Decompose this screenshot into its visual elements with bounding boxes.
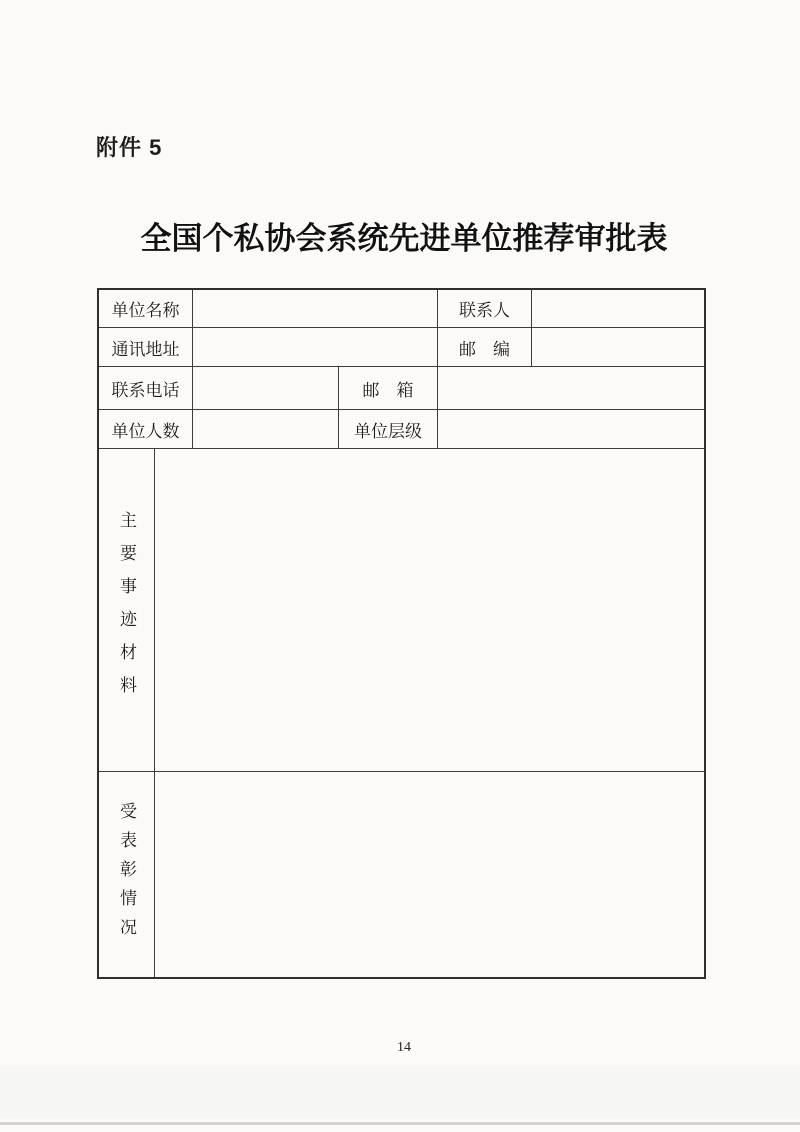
email-value-cell	[438, 367, 704, 409]
unit-level-value-cell	[438, 410, 704, 448]
unit-name-label: 单位名称	[99, 290, 193, 327]
headcount-label: 单位人数	[99, 410, 193, 448]
main-deeds-content-cell	[155, 449, 704, 771]
page-number: 14	[397, 1040, 411, 1055]
mailing-address-label: 通讯地址	[99, 328, 193, 366]
unit-name-value-cell	[193, 290, 438, 327]
mailing-address-value-cell	[193, 328, 438, 366]
table-row-unit-name	[99, 290, 704, 328]
attachment-label: 附件 5	[96, 135, 163, 160]
phone-label: 联系电话	[99, 367, 193, 409]
postal-code-value-cell	[532, 328, 704, 366]
email-label: 邮 箱	[339, 367, 438, 409]
contact-person-label: 联系人	[438, 290, 532, 327]
unit-level-label: 单位层级	[339, 410, 438, 448]
table-row-phone	[99, 367, 704, 410]
approval-table	[97, 288, 706, 979]
postal-code-label: 邮 编	[438, 328, 532, 366]
commendation-label: 受表彰情况	[117, 802, 136, 947]
commendation-label-cell	[99, 772, 155, 977]
commendation-content-cell	[155, 772, 704, 977]
table-row-mailing-address	[99, 328, 704, 367]
main-deeds-label-cell	[99, 449, 155, 771]
table-row-commendation	[99, 772, 704, 977]
table-row-main-deeds	[99, 449, 704, 772]
table-row-headcount	[99, 410, 704, 449]
phone-value-cell	[193, 367, 339, 409]
scan-artifact-band	[0, 1066, 800, 1118]
scan-edge-line	[0, 1122, 800, 1125]
headcount-value-cell	[193, 410, 339, 448]
main-deeds-label: 主要事迹材料	[117, 511, 136, 709]
contact-person-value-cell	[532, 290, 704, 327]
form-title: 全国个私协会系统先进单位推荐审批表	[140, 221, 668, 256]
